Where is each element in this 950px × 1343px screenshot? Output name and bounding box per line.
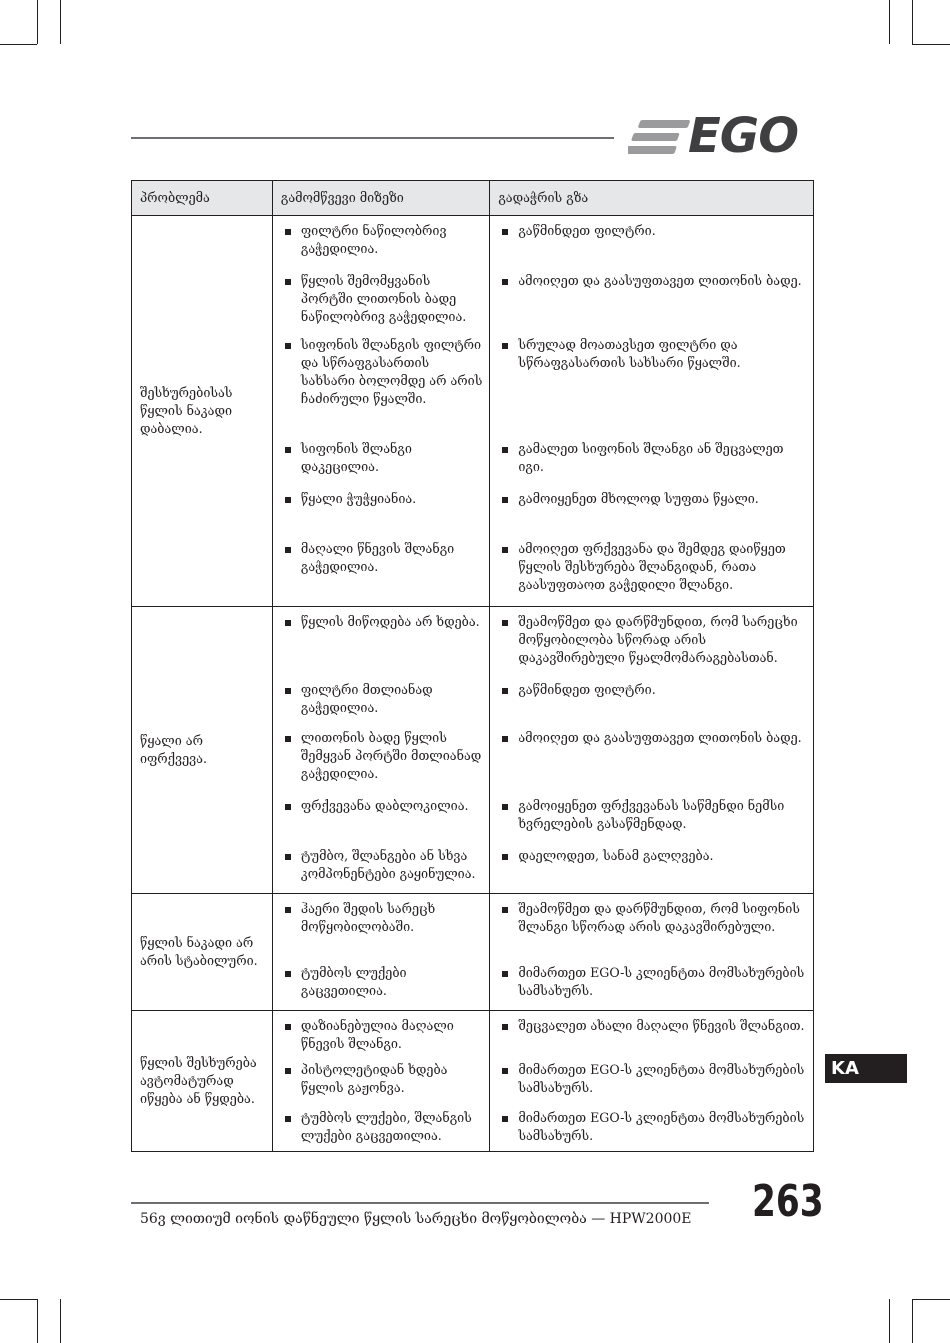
cause-cell xyxy=(272,1109,489,1152)
fix-cell xyxy=(490,336,814,440)
bullet-square-icon xyxy=(502,688,508,694)
cause-text: ტუმბო, შლანგები ან სხვა კომპონენტები გაყინულია. xyxy=(300,848,476,881)
table-row xyxy=(132,607,814,682)
fix-cell xyxy=(490,681,814,729)
table-row xyxy=(132,216,814,273)
cause-text: ლითონის ბადე წყლის შემყვან პორტში მთლიანად გაჭედილია. xyxy=(300,730,482,781)
cause-text: სიფონის შლანგი დაკეცილია. xyxy=(300,441,412,474)
header-cause: გამომწვევი მიზეზი xyxy=(272,181,489,216)
bullet-square-icon xyxy=(285,804,291,810)
fix-text: ამოიღეთ და გაასუფთავეთ ლითონის ბადე. xyxy=(518,730,802,745)
crop-mark xyxy=(0,44,37,45)
header-problem: პრობლემა xyxy=(132,181,273,216)
bullet-square-icon xyxy=(502,971,508,977)
cause-text: წყლის შემომყვანის პორტში ლითონის ბადე ნაწილობრივ გაჭედილია. xyxy=(300,273,467,324)
footer-title: 56ვ ლითიუმ იონის დაწნეული წყლის სარეცხი მოწყობილობა — HPW2000E xyxy=(140,1211,692,1227)
fix-text: შეამოწმეთ და დარწმუნდით, რომ სიფონის შლანგი სწორად არის დაკავშირებული. xyxy=(518,901,800,934)
logo-wordmark: EGO xyxy=(688,108,798,164)
fix-text: მიმართეთ EGO-ს კლიენტთა მომსახურების სამსახურს. xyxy=(518,1062,805,1095)
troubleshooting-table xyxy=(131,180,814,1152)
fix-cell xyxy=(490,847,814,894)
fix-text: შეცვალეთ ახალი მაღალი წნევის შლანგით. xyxy=(518,1018,805,1033)
bullet-square-icon xyxy=(502,547,508,553)
cause-cell xyxy=(272,540,489,607)
crop-mark xyxy=(912,44,950,45)
fix-text: გაწმინდეთ ფილტრი. xyxy=(518,682,656,697)
cause-cell xyxy=(272,440,489,490)
cause-cell xyxy=(272,336,489,440)
cause-cell xyxy=(272,216,489,273)
fix-text: მიმართეთ EGO-ს კლიენტთა მომსახურების სამსახურს. xyxy=(518,1110,805,1143)
bullet-square-icon xyxy=(285,497,291,503)
crop-mark xyxy=(912,1299,913,1343)
problem-cell: წყლის შესხურება ავტომატურად იწყება ან წყდება. xyxy=(132,1011,273,1152)
bullet-square-icon xyxy=(285,1024,291,1030)
fix-cell xyxy=(490,1011,814,1062)
cause-text: ჰაერი შედის სარეცხ მოწყობილობაში. xyxy=(300,901,436,934)
bullet-square-icon xyxy=(502,229,508,235)
bullet-square-icon xyxy=(285,229,291,235)
bullet-square-icon xyxy=(285,1068,291,1074)
cause-cell xyxy=(272,964,489,1011)
bullet-square-icon xyxy=(285,279,291,285)
fix-cell xyxy=(490,894,814,965)
cause-cell xyxy=(272,894,489,965)
bullet-square-icon xyxy=(502,497,508,503)
crop-mark xyxy=(60,1299,61,1343)
crop-mark xyxy=(60,0,61,44)
fix-text: გაწმინდეთ ფილტრი. xyxy=(518,223,656,238)
bullet-square-icon xyxy=(502,907,508,913)
fix-text: გამოიყენეთ მხოლოდ სუფთა წყალი. xyxy=(518,491,759,506)
fix-cell xyxy=(490,216,814,273)
cause-text: პისტოლეტიდან ხდება წყლის გაჟონვა. xyxy=(300,1062,448,1095)
bullet-square-icon xyxy=(285,907,291,913)
table-row xyxy=(132,1011,814,1062)
crop-mark xyxy=(912,1299,950,1300)
fix-text: შეამოწმეთ და დარწმუნდით, რომ სარეცხი მოწყობილობა სწორად არის დაკავშირებული წყალმომარაგებასთან. xyxy=(518,614,798,665)
crop-mark xyxy=(0,1299,37,1300)
bullet-square-icon xyxy=(285,688,291,694)
cause-text: ფილტრი მთლიანად გაჭედილია. xyxy=(300,682,433,715)
cause-text: ტუმბოს ლუქები გაცვეთილია. xyxy=(300,965,407,998)
bullet-square-icon xyxy=(285,620,291,626)
bullet-square-icon xyxy=(502,854,508,860)
language-tab: KA xyxy=(825,1054,907,1083)
fix-text: მიმართეთ EGO-ს კლიენტთა მომსახურების სამსახურს. xyxy=(518,965,805,998)
cause-text: ფილტრი ნაწილობრივ გაჭედილია. xyxy=(300,223,447,256)
bullet-square-icon xyxy=(285,1116,291,1122)
fix-text: ამოიღეთ ფრქვევანა და შემდეგ დაიწყეთ წყლის შესხურება შლანგიდან, რათა გაასუფთაოთ გაჭედილი შლანგი. xyxy=(518,541,786,592)
bullet-square-icon xyxy=(502,1068,508,1074)
fix-text: გამალეთ სიფონის შლანგი ან შეცვალეთ იგი. xyxy=(518,441,784,474)
cause-text: დაზიანებულია მაღალი წნევის შლანგი. xyxy=(300,1018,454,1051)
cause-text: წყლის მიწოდება არ ხდება. xyxy=(300,614,480,629)
header-rule xyxy=(131,137,614,139)
cause-cell xyxy=(272,847,489,894)
crop-mark xyxy=(912,0,913,44)
bullet-square-icon xyxy=(285,854,291,860)
bullet-square-icon xyxy=(502,804,508,810)
problem-cell: შესხურებისას წყლის ნაკადი დაბალია. xyxy=(132,216,273,607)
cause-cell xyxy=(272,490,489,540)
cause-text: ფრქვევანა დაბლოკილია. xyxy=(300,798,469,813)
crop-mark xyxy=(889,1299,890,1343)
bullet-square-icon xyxy=(285,547,291,553)
crop-mark xyxy=(37,0,38,44)
cause-cell xyxy=(272,1011,489,1062)
fix-cell xyxy=(490,607,814,682)
fix-text: გამოიყენეთ ფრქვევანას საწმენდი ნემსი ხვრელების გასაწმენდად. xyxy=(518,798,785,831)
fix-cell xyxy=(490,490,814,540)
bullet-square-icon xyxy=(502,447,508,453)
cause-text: ტუმბოს ლუქები, შლანგის ლუქები გაცვეთილია. xyxy=(300,1110,472,1143)
bullet-square-icon xyxy=(285,343,291,349)
bullet-square-icon xyxy=(502,1024,508,1030)
fix-text: ამოიღეთ და გაასუფთავეთ ლითონის ბადე. xyxy=(518,273,802,288)
crop-mark xyxy=(889,0,890,44)
fix-text: სრულად მოათავსეთ ფილტრი და სწრაფგასართის სახსარი წყალში. xyxy=(518,337,741,370)
bullet-square-icon xyxy=(502,279,508,285)
cause-cell xyxy=(272,797,489,847)
header-fix: გადაჭრის გზა xyxy=(490,181,814,216)
crop-mark xyxy=(37,1299,38,1343)
cause-text: სიფონის შლანგის ფილტრი და სწრაფგასართის სახსარი ბოლომდე არ არის ჩაძირული წყალში. xyxy=(300,337,483,406)
cause-cell xyxy=(272,607,489,682)
cause-text: მაღალი წნევის შლანგი გაჭედილია. xyxy=(300,541,455,574)
fix-cell xyxy=(490,964,814,1011)
bullet-square-icon xyxy=(285,736,291,742)
fix-text: დაელოდეთ, სანამ გალღვება. xyxy=(518,848,714,863)
bullet-square-icon xyxy=(502,620,508,626)
bullet-square-icon xyxy=(285,971,291,977)
cause-cell xyxy=(272,272,489,336)
cause-cell xyxy=(272,729,489,797)
fix-cell xyxy=(490,729,814,797)
table-row xyxy=(132,894,814,965)
fix-cell xyxy=(490,1061,814,1109)
page-number: 263 xyxy=(752,1176,824,1227)
fix-cell xyxy=(490,540,814,607)
table-header-row xyxy=(132,181,814,216)
cause-cell xyxy=(272,1061,489,1109)
problem-cell: წყლის ნაკადი არ არის სტაბილური. xyxy=(132,894,273,1011)
bullet-square-icon xyxy=(285,447,291,453)
bullet-square-icon xyxy=(502,343,508,349)
footer-rule xyxy=(131,1202,709,1204)
bullet-square-icon xyxy=(502,736,508,742)
fix-cell xyxy=(490,440,814,490)
bullet-square-icon xyxy=(502,1116,508,1122)
fix-cell xyxy=(490,797,814,847)
cause-text: წყალი ჭუჭყიანია. xyxy=(300,491,417,506)
fix-cell xyxy=(490,272,814,336)
cause-cell xyxy=(272,681,489,729)
problem-cell: წყალი არ იფრქვევა. xyxy=(132,607,273,894)
fix-cell xyxy=(490,1109,814,1152)
